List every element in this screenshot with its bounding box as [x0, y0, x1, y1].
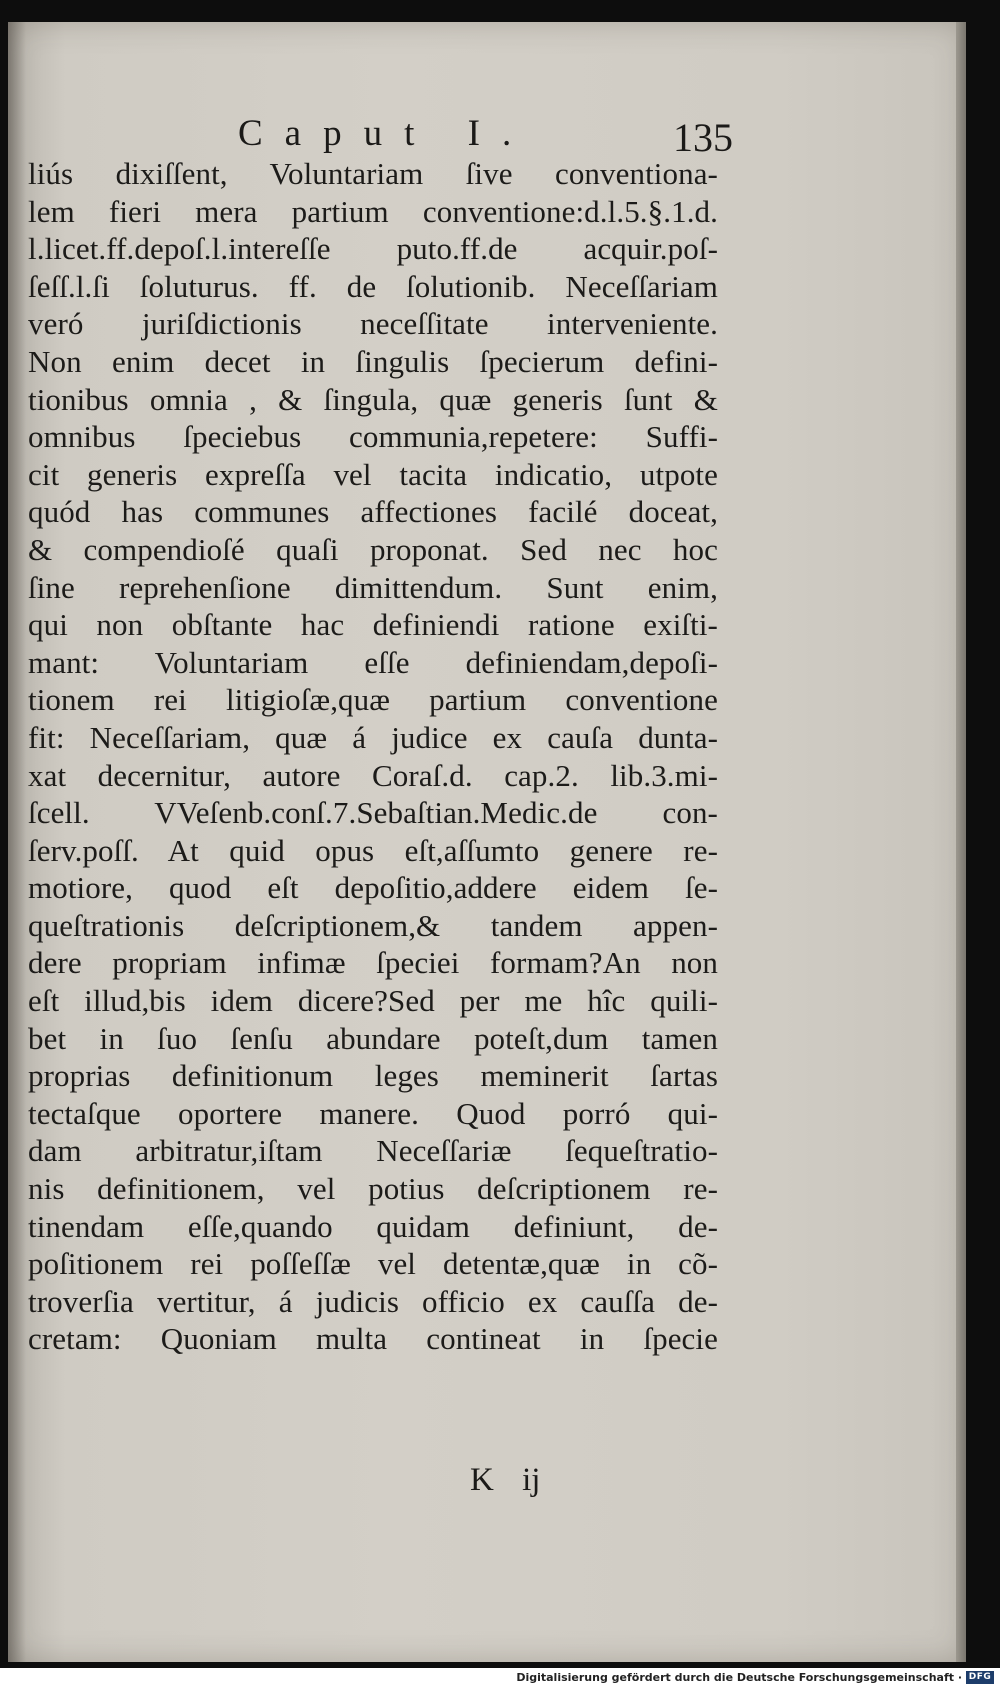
spine-shadow: [8, 22, 26, 1662]
text-line: motiore, quod eſt depoſitio,addere eidem ſe-: [28, 870, 718, 906]
text-line: ſine reprehenſione dimittendum. Sunt enim,: [28, 569, 718, 605]
text-line: ſcell. VVeſenb.conſ.7.Sebaſtian.Medic.de con-: [28, 795, 718, 831]
text-line: eſt illud,bis idem dicere?Sed per me hîc quili-: [28, 983, 718, 1019]
signature-mark: K ij: [470, 1462, 541, 1498]
text-line: tionem rei litigioſæ,quæ partium conventione: [28, 682, 718, 718]
text-line: veró juriſdictionis neceſſitate interveniente.: [28, 306, 718, 342]
text-line: cit generis expreſſa vel tacita indicatio, utpote: [28, 456, 718, 492]
text-line: nis definitionem, vel potius deſcriptionem re-: [28, 1171, 718, 1207]
page-edge: [956, 22, 966, 1662]
dfg-logo: DFG: [966, 1671, 994, 1684]
text-line: tectaſque oportere manere. Quod porró qui-: [28, 1095, 718, 1131]
text-line: queſtrationis deſcriptionem,& tandem appen-: [28, 907, 718, 943]
text-block: [28, 155, 718, 1358]
text-line: cretam: Quoniam multa contineat in ſpecie: [28, 1321, 718, 1357]
text-line: ſerv.poſſ. At quid opus eſt,aſſumto genere re-: [28, 832, 718, 868]
text-line: & compendioſé quaſi proponat. Sed nec hoc: [28, 531, 718, 567]
text-line: qui non obſtante hac definiendi ratione exiſti-: [28, 607, 718, 643]
text-line: tionibus omnia , & ſingula, quæ generis ſunt &: [28, 381, 718, 417]
text-line: dam arbitratur,iſtam Neceſſariæ ſequeſtratio-: [28, 1133, 718, 1169]
text-line: bet in ſuo ſenſu abundare poteſt,dum tamen: [28, 1020, 718, 1056]
text-line: liús dixiſſent, Voluntariam ſive conventiona-: [28, 156, 718, 191]
text-line: Non enim decet in ſingulis ſpecierum defini-: [28, 343, 718, 379]
text-line: xat decernitur, autore Coraſ.d. cap.2. lib.3.mi-: [28, 757, 718, 793]
text-line: quód has communes affectiones facilé doceat,: [28, 494, 718, 530]
text-line: proprias definitionum leges meminerit ſartas: [28, 1058, 718, 1094]
text-line: tinendam eſſe,quando quidam definiunt, de-: [28, 1208, 718, 1244]
page-number: 135: [673, 115, 733, 160]
text-line: lem fieri mera partium conventione:d.l.5.§.1.d.: [28, 193, 718, 229]
text-line: fit: Neceſſariam, quæ á judice ex cauſa dunta-: [28, 719, 718, 755]
text-line: troverſia vertitur, á judicis officio ex cauſſa de-: [28, 1283, 718, 1319]
book-page: [8, 22, 966, 1662]
text-line: dere propriam infimæ ſpeciei formam?An non: [28, 945, 718, 981]
text-line: l.licet.ff.depoſ.l.intereſſe puto.ff.de acquir.poſ-: [28, 231, 718, 267]
text-line: mant: Voluntariam eſſe definiendam,depoſi-: [28, 644, 718, 680]
footer-bar: [0, 1668, 1000, 1688]
text-line: poſitionem rei poſſeſſæ vel detentæ,quæ in cõ-: [28, 1246, 718, 1282]
running-head: Caput I.: [238, 113, 534, 154]
text-line: omnibus ſpeciebus communia,repetere: Suffi-: [28, 419, 718, 455]
text-line: ſeſſ.l.ſi ſoluturus. ff. de ſolutionib. Neceſſariam: [28, 268, 718, 304]
funding-credit: Digitalisierung gefördert durch die Deutsche Forschungsgemeinschaft ·: [516, 1671, 962, 1684]
